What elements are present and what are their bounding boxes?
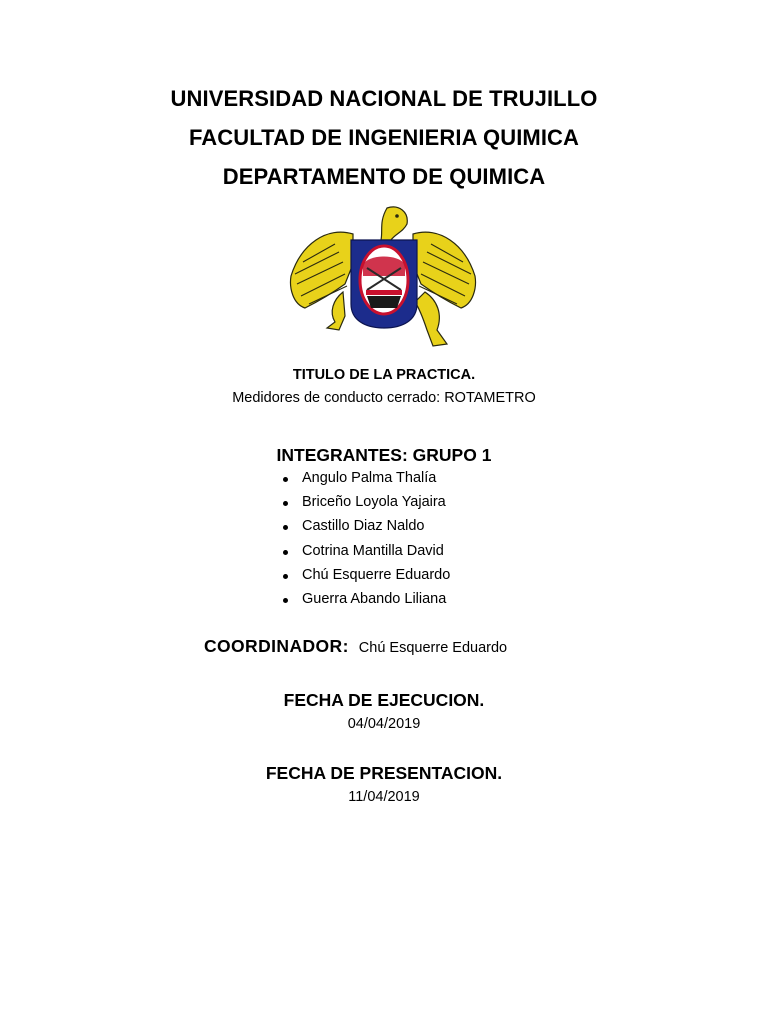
member-name: Chú Esquerre Eduardo	[302, 566, 451, 583]
department-title: DEPARTAMENTO DE QUIMICA	[222, 164, 546, 189]
university-crest-logo	[287, 204, 479, 352]
execution-date-value: 04/04/2019	[347, 716, 421, 732]
bullet-icon	[283, 501, 288, 506]
bullet-icon	[283, 525, 288, 530]
bullet-icon	[283, 574, 288, 579]
members-list	[283, 470, 450, 615]
list-item	[283, 543, 450, 567]
university-title: UNIVERSIDAD NACIONAL DE TRUJILLO	[170, 86, 598, 111]
list-item	[283, 567, 450, 591]
member-name: Cotrina Mantilla David	[302, 542, 444, 559]
list-item	[283, 591, 450, 615]
practice-title-value: Medidores de conducto cerrado: ROTAMETRO	[232, 390, 536, 406]
list-item	[283, 494, 450, 518]
member-name: Castillo Diaz Naldo	[302, 518, 425, 535]
faculty-title: FACULTAD DE INGENIERIA QUIMICA	[188, 125, 580, 150]
coordinator-line	[204, 636, 507, 657]
presentation-date-label: FECHA DE PRESENTACION.	[265, 763, 503, 783]
bullet-icon	[283, 477, 288, 482]
execution-date-label: FECHA DE EJECUCION.	[283, 690, 485, 710]
member-name: Guerra Abando Liliana	[302, 590, 447, 607]
members-heading: INTEGRANTES: GRUPO 1	[276, 445, 492, 465]
presentation-date-value: 11/04/2019	[348, 789, 420, 805]
bullet-icon	[283, 550, 288, 555]
member-name: Angulo Palma Thalía	[302, 470, 437, 486]
list-item	[283, 470, 450, 494]
member-name: Briceño Loyola Yajaira	[302, 494, 446, 511]
coordinator-name: Chú Esquerre Eduardo	[358, 640, 508, 656]
list-item	[283, 518, 450, 542]
practice-title-label: TITULO DE LA PRACTICA.	[292, 367, 476, 383]
bullet-icon	[283, 598, 288, 603]
coordinator-label: COORDINADOR:	[204, 636, 349, 656]
